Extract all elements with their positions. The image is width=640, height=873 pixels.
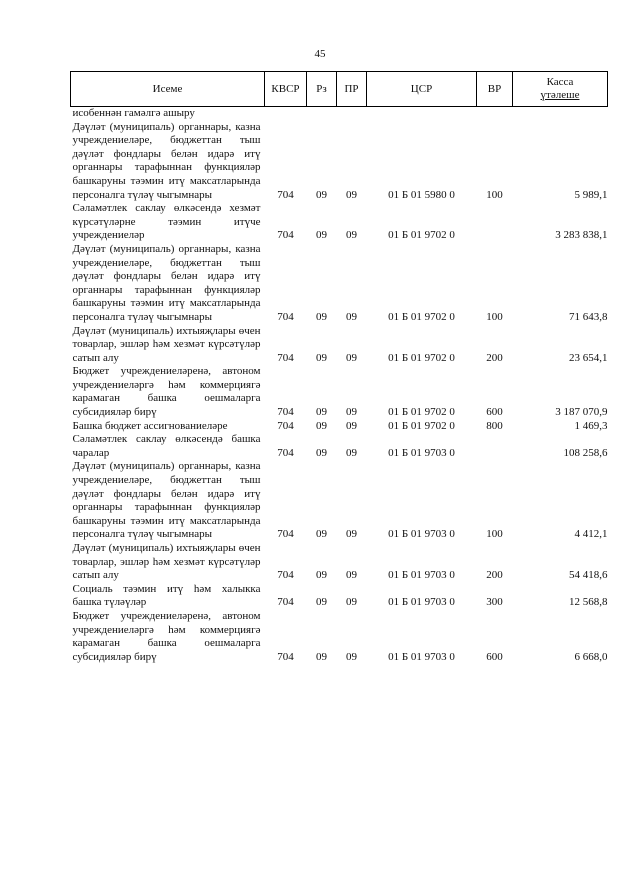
cell-name: Бюджет учреждениеләренә, автоном учреждениеләргә һәм коммерциягә карамаган башка оешмаларга субсидияләр бирү [72, 609, 261, 663]
cell-vr: 300 [486, 596, 503, 609]
cell-name: Дәүләт (муниципаль) органнары, казна учреждениеләре, бюджеттан тыш дәүләт фондлары белән идарә итү органнары тарафыннан функцияләр башкаруны тәэмин итү максатларында персоналга түләү чыгымнары [72, 242, 261, 323]
table-row [71, 433, 608, 460]
cell-rz: 09 [316, 528, 327, 541]
table-row [71, 542, 608, 583]
cell-kvsr: 704 [277, 419, 294, 432]
cell-vr: 600 [486, 650, 503, 663]
table-row [71, 583, 608, 610]
cell-name: Дәүләт (муниципаль) органнары, казна учреждениеләре, бюджеттан тыш дәүләт фондлары белән идарә итү органнары тарафыннан функцияләр башкаруны тәэмин итү максатларында персоналга түләү чыгымнары [72, 460, 261, 541]
cell-name: Башка бюджет ассигнованиеләре [72, 419, 228, 432]
cell-csr: 01 Б 01 9703 0 [388, 650, 455, 663]
cell-pr: 09 [346, 650, 357, 663]
cell-rz: 09 [316, 569, 327, 582]
cell-name: Дәүләт (муниципаль) ихтыяҗлары өчен товарлар, эшләр һәм хезмәт күрсәтүләр сатып алу [72, 324, 261, 364]
cell-kassa: 12 568,8 [569, 596, 608, 609]
cell-kassa: 5 989,1 [574, 188, 608, 201]
cell-rz: 09 [316, 310, 327, 323]
cell-kvsr: 704 [277, 310, 294, 323]
header-kassa [513, 72, 608, 107]
cell-csr: 01 Б 01 9703 0 [388, 446, 455, 459]
header-kassa-line2: үтәлеше [540, 89, 580, 101]
cell-vr: 200 [486, 351, 503, 364]
cell-csr: 01 Б 01 9702 0 [388, 406, 455, 419]
cell-kassa: 23 654,1 [569, 351, 608, 364]
cell-name: Сәламәтлек саклау өлкәсендә башка чаралар [72, 433, 261, 459]
table-row [71, 420, 608, 434]
cell-name: Дәүләт (муниципаль) органнары, казна учреждениеләре, бюджеттан тыш дәүләт фондлары белән идарә итү органнары тарафыннан функцияләр башкаруны тәэмин итү максатларында персоналга түләү чыгымнары [72, 120, 261, 201]
header-name: Исеме [71, 72, 265, 107]
table-row [71, 202, 608, 243]
cell-pr: 09 [346, 596, 357, 609]
table-row [71, 610, 608, 664]
budget-table [70, 71, 608, 664]
cell-vr: 200 [486, 569, 503, 582]
cell-rz: 09 [316, 229, 327, 242]
cell-pr: 09 [346, 419, 357, 432]
cell-kvsr: 704 [277, 446, 294, 459]
cell-vr: 800 [486, 419, 503, 432]
cell-rz: 09 [316, 446, 327, 459]
page-number: 45 [314, 48, 326, 60]
cell-vr: 100 [486, 310, 503, 323]
table-row [71, 365, 608, 419]
cell-pr: 09 [346, 310, 357, 323]
header-kvsr: КВСР [265, 72, 307, 107]
cell-kvsr: 704 [277, 596, 294, 609]
cell-pr: 09 [346, 351, 357, 364]
table-row [71, 243, 608, 325]
cell-csr: 01 Б 01 9703 0 [388, 569, 455, 582]
header-pr: ПР [337, 72, 367, 107]
cell-name: Бюджет учреждениеләренә, автоном учреждениеләргә һәм коммерциягә карамаган башка оешмаларга субсидияләр бирү [72, 365, 261, 419]
cell-csr: 01 Б 01 9702 0 [388, 351, 455, 364]
cell-vr [477, 107, 513, 121]
table-row [71, 107, 608, 121]
header-kassa-line1: Касса [546, 76, 574, 88]
table-row [71, 325, 608, 366]
table-header [71, 72, 608, 107]
cell-kvsr: 704 [277, 351, 294, 364]
cell-csr: 01 Б 01 9703 0 [388, 596, 455, 609]
cell-kassa: 1 469,3 [574, 419, 608, 432]
header-csr: ЦСР [367, 72, 477, 107]
cell-kvsr: 704 [277, 528, 294, 541]
cell-rz: 09 [316, 419, 327, 432]
table-row [71, 121, 608, 203]
cell-kassa: 108 258,6 [563, 446, 608, 459]
cell-kvsr: 704 [277, 188, 294, 201]
cell-rz: 09 [316, 406, 327, 419]
cell-kvsr [265, 107, 307, 121]
cell-kassa: 6 668,0 [574, 650, 608, 663]
cell-kvsr: 704 [277, 229, 294, 242]
cell-vr: 100 [486, 188, 503, 201]
cell-csr: 01 Б 01 5980 0 [388, 188, 455, 201]
cell-csr: 01 Б 01 9702 0 [388, 419, 455, 432]
cell-rz: 09 [316, 650, 327, 663]
cell-pr [337, 107, 367, 121]
cell-name: Сәламәтлек саклау өлкәсендә хезмәт күрсәтүләрне тәэмин итүче учреждениеләр [72, 202, 261, 242]
cell-kassa: 4 412,1 [574, 528, 608, 541]
cell-kvsr: 704 [277, 569, 294, 582]
cell-csr: 01 Б 01 9703 0 [388, 528, 455, 541]
cell-vr: 100 [486, 528, 503, 541]
cell-pr: 09 [346, 406, 357, 419]
cell-kassa [513, 107, 608, 121]
cell-rz: 09 [316, 351, 327, 364]
cell-csr: 01 Б 01 9702 0 [388, 310, 455, 323]
cell-csr: 01 Б 01 9702 0 [388, 229, 455, 242]
cell-vr [477, 433, 513, 460]
cell-pr: 09 [346, 188, 357, 201]
cell-pr: 09 [346, 569, 357, 582]
cell-kvsr: 704 [277, 406, 294, 419]
cell-pr: 09 [346, 528, 357, 541]
cell-kassa: 54 418,6 [569, 569, 608, 582]
header-vr: ВР [477, 72, 513, 107]
cell-pr: 09 [346, 229, 357, 242]
cell-kassa: 3 283 838,1 [555, 229, 608, 242]
cell-vr: 600 [486, 406, 503, 419]
cell-kassa: 3 187 070,9 [555, 406, 608, 419]
cell-rz: 09 [316, 596, 327, 609]
header-rz: Рз [307, 72, 337, 107]
cell-name: исобеннән гамәлгә ашыру [72, 107, 195, 119]
cell-rz: 09 [316, 188, 327, 201]
table-row [71, 460, 608, 542]
cell-kvsr: 704 [277, 650, 294, 663]
cell-csr [367, 107, 477, 121]
cell-kassa: 71 643,8 [569, 310, 608, 323]
cell-name: Социаль тәэмин итү һәм халыкка башка түләүләр [72, 582, 261, 609]
table-body [71, 107, 608, 665]
cell-pr: 09 [346, 446, 357, 459]
cell-vr [477, 202, 513, 243]
cell-name: Дәүләт (муниципаль) ихтыяҗлары өчен товарлар, эшләр һәм хезмәт күрсәтүләр сатып алу [72, 542, 261, 582]
cell-rz [307, 107, 337, 121]
